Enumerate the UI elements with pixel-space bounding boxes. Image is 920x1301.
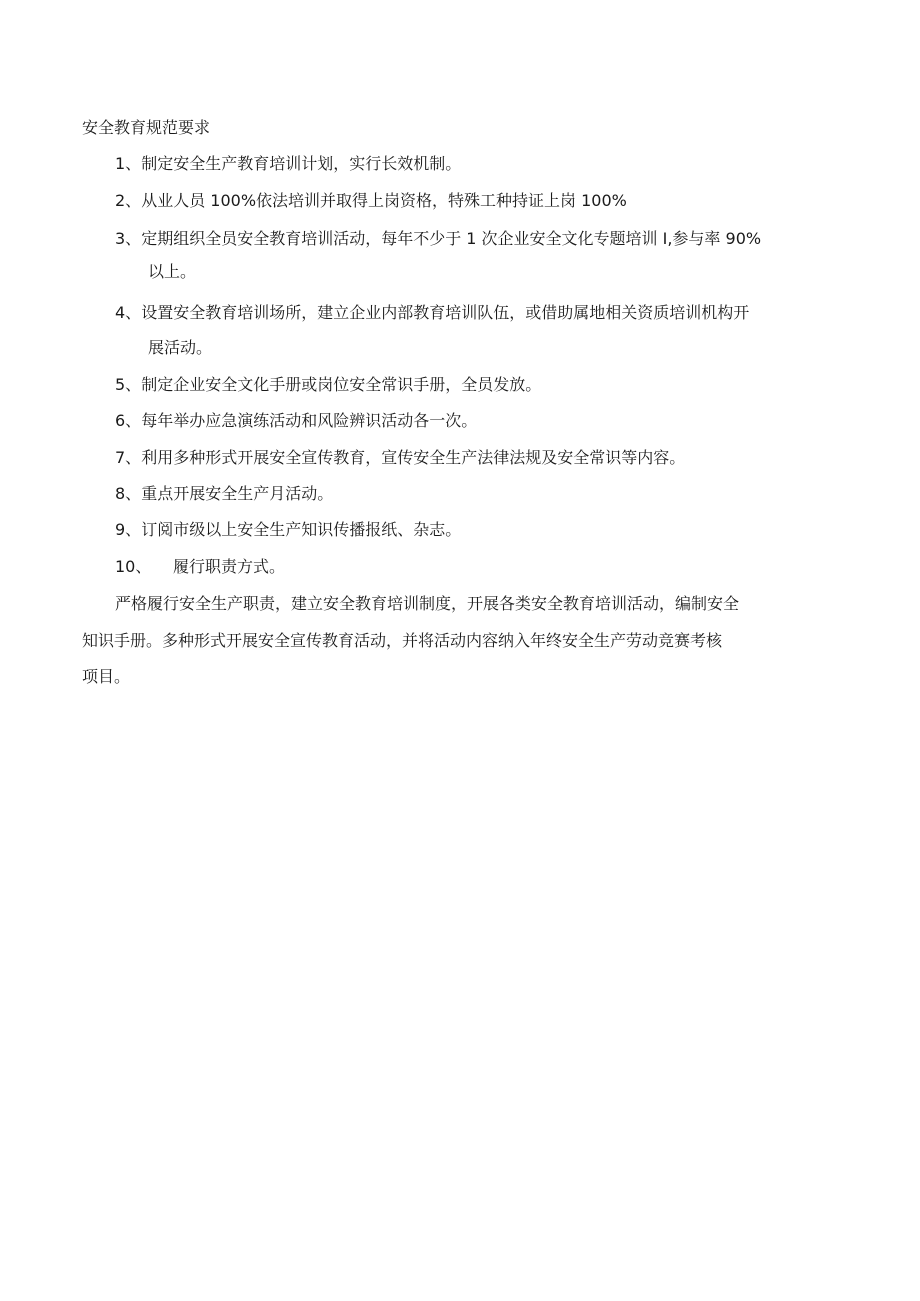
item-text: 履行职责方式。 bbox=[173, 557, 286, 576]
item-number: 5、 bbox=[115, 375, 142, 394]
item-text: 重点开展安全生产月活动。 bbox=[141, 484, 334, 503]
list-item-3 bbox=[115, 229, 761, 249]
item-text: 从业人员 100%依法培训并取得上岗资格，特殊工种持证上岗 100% bbox=[141, 191, 627, 210]
list-item-4-continuation: 展活动。 bbox=[148, 338, 213, 357]
list-item-4 bbox=[115, 303, 749, 323]
item-text: 每年举办应急演练活动和风险辨识活动各一次。 bbox=[141, 411, 478, 430]
item-text: 设置安全教育培训场所，建立企业内部教育培训队伍，或借助属地相关资质培训机构开 bbox=[141, 303, 750, 322]
item-number: 8、 bbox=[115, 484, 142, 503]
paragraph-line-3: 项目。 bbox=[82, 667, 131, 686]
list-item-6 bbox=[115, 411, 477, 431]
list-item-9 bbox=[115, 520, 461, 540]
item-number: 3、 bbox=[115, 229, 142, 248]
item-number: 10、 bbox=[115, 557, 152, 576]
item-text: 订阅市级以上安全生产知识传播报纸、杂志。 bbox=[141, 520, 462, 539]
item-number: 2、 bbox=[115, 191, 142, 210]
paragraph-line-1: 严格履行安全生产职责，建立安全教育培训制度，开展各类安全教育培训活动，编制安全 bbox=[115, 594, 740, 613]
item-number: 9、 bbox=[115, 520, 142, 539]
list-item-10 bbox=[115, 557, 285, 577]
paragraph-line-2: 知识手册。多种形式开展安全宣传教育活动，并将活动内容纳入年终安全生产劳动竞赛考核 bbox=[82, 631, 723, 650]
list-item-7 bbox=[115, 448, 685, 468]
list-item-2 bbox=[115, 191, 627, 211]
item-text: 制定企业安全文化手册或岗位安全常识手册，全员发放。 bbox=[141, 375, 542, 394]
list-item-5 bbox=[115, 375, 541, 395]
item-number: 7、 bbox=[115, 448, 142, 467]
item-number: 6、 bbox=[115, 411, 142, 430]
list-item-8 bbox=[115, 484, 333, 504]
item-text: 制定安全生产教育培训计划，实行长效机制。 bbox=[141, 154, 462, 173]
list-item-3-continuation: 以上。 bbox=[148, 262, 197, 281]
document-title: 安全教育规范要求 bbox=[82, 118, 211, 137]
item-text: 定期组织全员安全教育培训活动，每年不少于 1 次企业安全文化专题培训 I,参与率 90% bbox=[141, 229, 762, 248]
item-number: 1、 bbox=[115, 154, 142, 173]
list-item-1 bbox=[115, 154, 461, 174]
item-text: 利用多种形式开展安全宣传教育，宣传安全生产法律法规及安全常识等内容。 bbox=[141, 448, 686, 467]
item-number: 4、 bbox=[115, 303, 142, 322]
